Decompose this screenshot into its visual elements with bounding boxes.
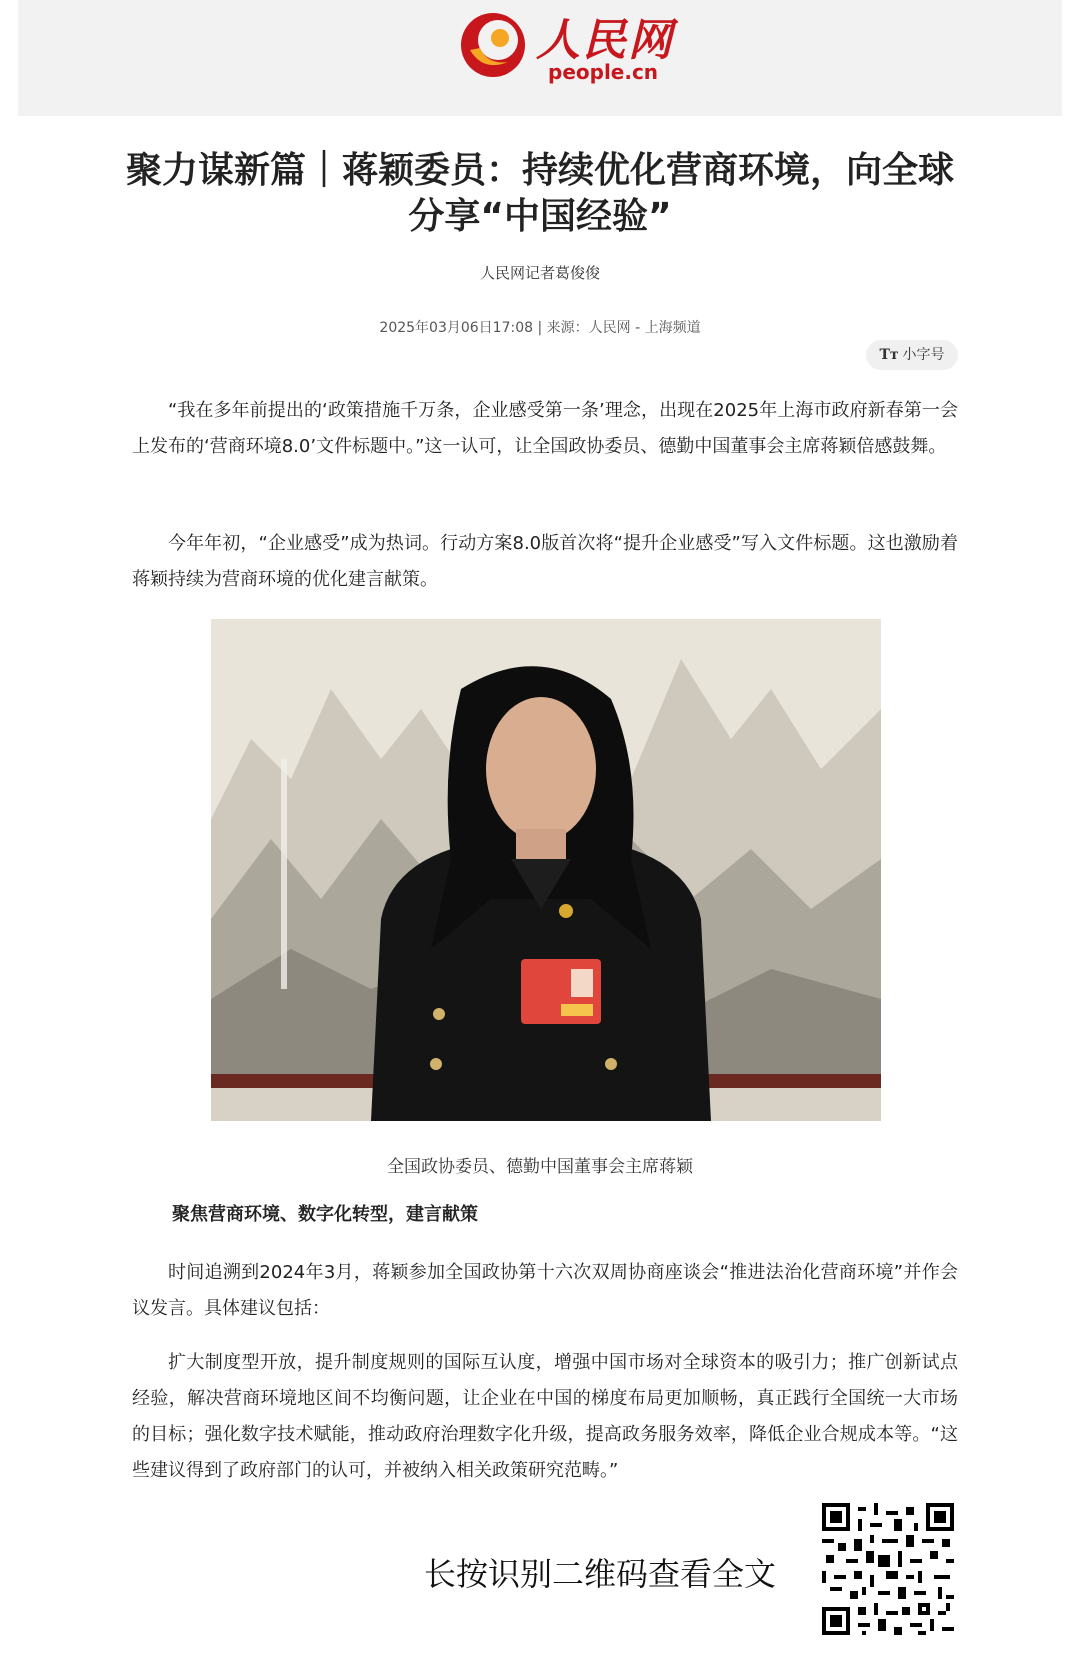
article-title: 聚力谋新篇｜蒋颖委员：持续优化营商环境，向全球分享“中国经验”: [125, 150, 954, 237]
logo-english-text: people.cn: [548, 60, 659, 84]
text-size-icon: Tт: [879, 347, 899, 363]
article-paragraph: 今年年初，“企业感受”成为热词。行动方案8.0版首次将“提升企业感受”写入文件标题。这也激励着蒋颖持续为营商环境的优化建言献策。: [132, 533, 958, 590]
photo-illustration: [211, 619, 881, 1121]
article-paragraph: 时间追溯到2024年3月，蒋颖参加全国政协第十六次双周协商座谈会“推进法治化营商环境”并作会议发言。具体建议包括：: [132, 1262, 958, 1319]
article-paragraph: 扩大制度型开放，提升制度规则的国际互认度，增强中国市场对全球资本的吸引力；推广创新试点经验，解决营商环境地区间不均衡问题，让企业在中国的梯度布局更加顺畅，真正践行全国统一大市场的目标；强化数字技术赋能，推动政府治理数字化升级，提高政务服务效率，降低企业合规成本等。“这些建议得到了政府部门的认可，并被纳入相关政策研究范畴。”: [132, 1352, 958, 1481]
article-photo: [211, 619, 881, 1121]
site-header: [18, 0, 1062, 116]
people-cn-logo[interactable]: [458, 8, 674, 88]
photo-caption: 全国政协委员、德勤中国董事会主席蒋颖: [387, 1157, 693, 1177]
article-meta: 2025年03月06日17:08 | 来源：人民网 - 上海频道: [379, 320, 701, 336]
qr-code-icon[interactable]: [822, 1503, 954, 1635]
qr-prompt-text: 长按识别二维码查看全文: [424, 1555, 777, 1593]
logo-swirl-icon: [458, 10, 528, 80]
logo-chinese-text: 人民网: [536, 15, 674, 66]
section-subheading: 聚焦营商环境、数字化转型，建言献策: [172, 1204, 478, 1225]
font-size-toggle-label: 小字号: [902, 347, 945, 363]
font-size-toggle-button[interactable]: [866, 340, 958, 370]
article-author: 人民网记者葛俊俊: [479, 264, 600, 282]
article-paragraph: “我在多年前提出的‘政策措施千万条，企业感受第一条’理念，出现在2025年上海市政府新春第一会上发布的‘营商环境8.0’文件标题中。”这一认可，让全国政协委员、德勤中国董事会主席蒋颖倍感鼓舞。: [132, 400, 958, 457]
